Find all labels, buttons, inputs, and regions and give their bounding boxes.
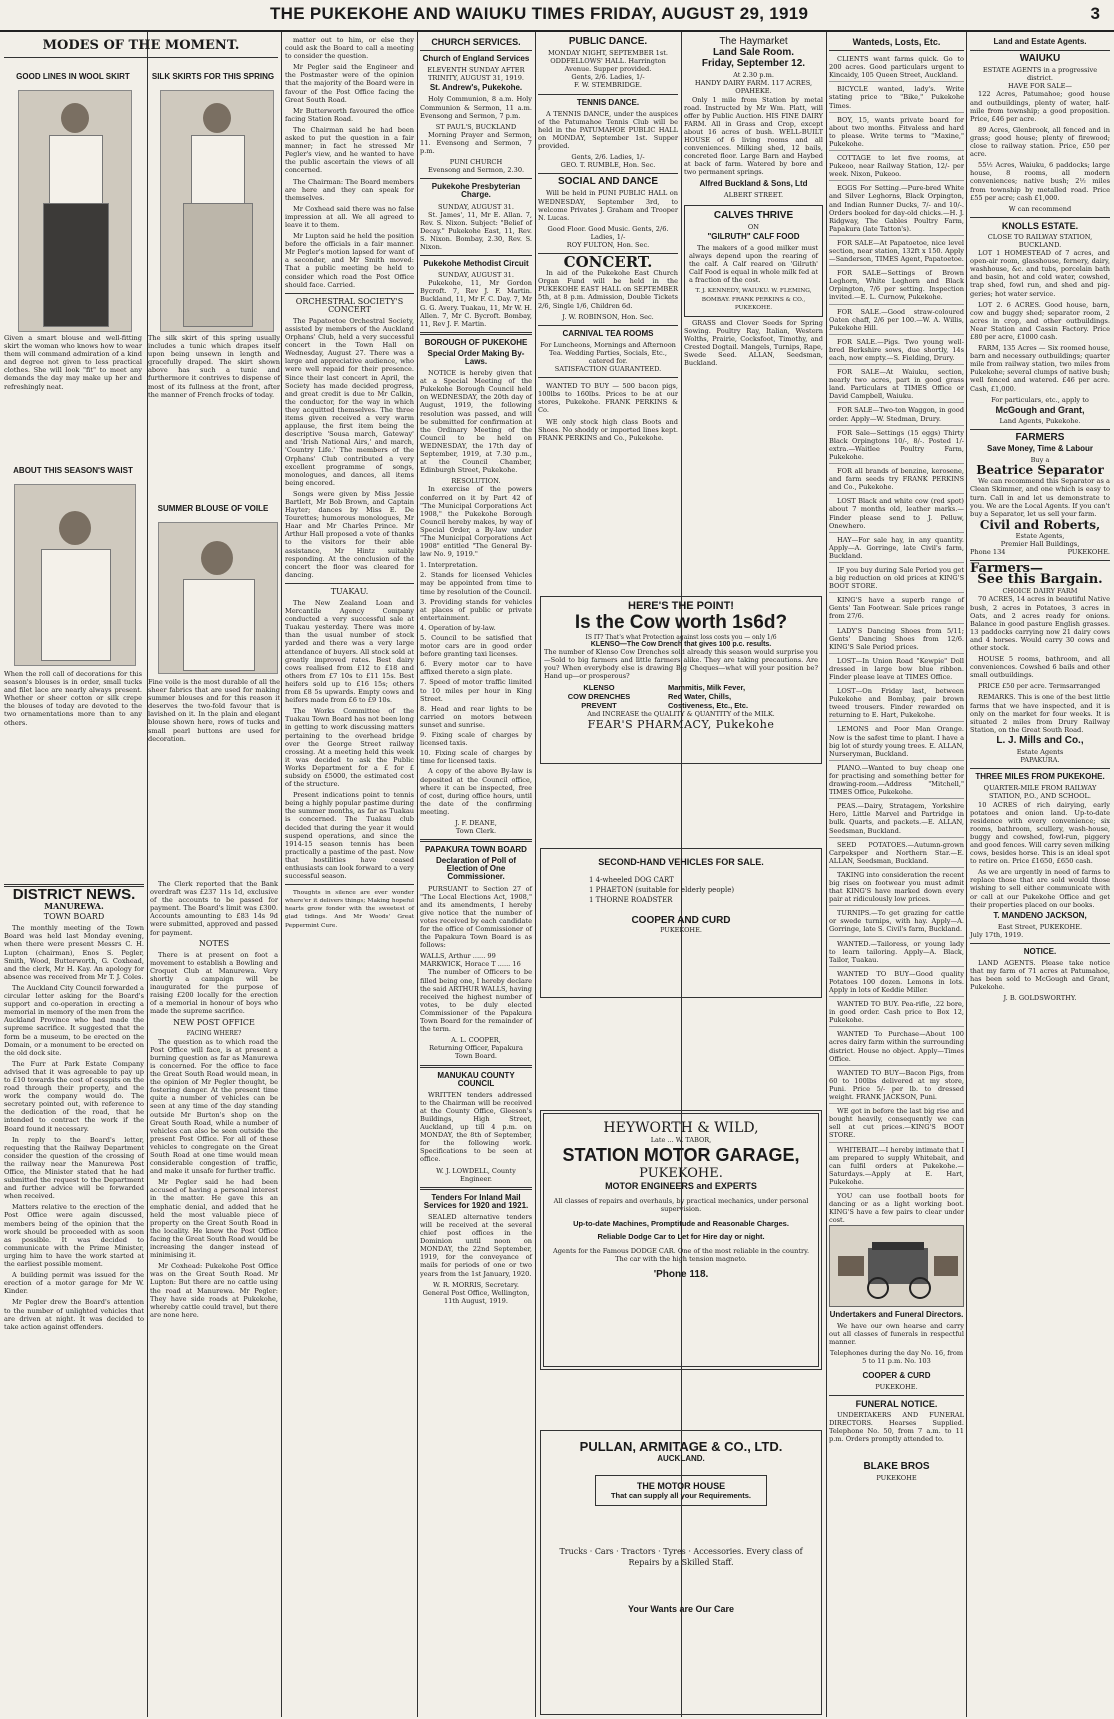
column-rule: [281, 32, 282, 1717]
mail-tenders-heading: Tenders For Inland Mail Services for 1920 and 1921.: [423, 1192, 529, 1210]
pullan-tag: Your Wants are Our Care: [627, 1604, 735, 1614]
particulars-line: For particulars, etc., apply to: [991, 395, 1089, 404]
undertakers-tel: Telephones during the day No. 16, from 5 to 11 p.m. No. 103: [829, 1349, 964, 1366]
district-news: [4, 880, 144, 1715]
civil-roberts: Civil and Roberts,: [979, 517, 1101, 532]
mcgough-grant-sub: Land Agents, Pukekohe.: [999, 416, 1081, 425]
haymarket-time: At 2.30 p.m.: [733, 71, 774, 80]
tuakau-text: The New Zealand Loan and Mercantile Agency Company conducted a very successful sale at Tuakau yesterday. There was more than the usual number of stock yarded and there was a very large attendance of buyers. All stock sold at greatly improved rates. Best dairy cows realised from £12 to £18 and others from £7 10s to £11 15s. Best heifers sold up to £16 15s; others from £8 5s upwards. Empty cows and heifers made from £6 to £9 10s.: [285, 599, 414, 705]
civil-roberts-town: PUKEKOHE.: [1067, 548, 1110, 557]
land-listing: 55½ Acres, Waiuku, 6 paddocks; large house, 8 rooms, all modern conveniences; native bush; 2½ miles from township by metalled road. Price £55 per acre; cash £1,000.: [970, 161, 1110, 202]
undertakers-town: PUKEKOHE.: [875, 1382, 918, 1391]
tuakau-text: The Works Committee of the Tuakau Town Board has not been long in getting to work discussing matters pertaining to the overhead bridge over the George Street railway crossing. At a meeting held this week it was decided to ask the Public Works Department for a £ for £ subsidy on £5000, the estimated cost of the structure.: [285, 707, 414, 789]
column-7: [684, 36, 823, 596]
resolution-text: In exercise of the powers conferred on it by Part 42 of "The Municipal Corporations Act 1908," the Pukekohe Borough Council hereby makes, by way of Special Order, a By-law under "The Municipal Corporations Act 1908" entitled "The General By-law No. 9, 1919.": [420, 485, 532, 559]
mills-firm: L. J. Mills and Co.,: [996, 734, 1084, 746]
district-news-title: DISTRICT NEWS.: [12, 886, 136, 903]
fashion-illustration-wool-skirt: [18, 90, 132, 332]
boots-ad: WE only stock high class Boots and Shoes. No shoddy or imported lines kept. FRANK PERKINS and Co., Pukekohe.: [538, 417, 678, 442]
classified-ad: WANTED To Purchase—About 100 acres dairy farm within the surrounding district. House no object. Apply—Times Office.: [829, 1030, 964, 1065]
poll-heading: Declaration of Poll of Election of One Commissioner.: [435, 856, 516, 882]
caption-season-waist: ABOUT THIS SEASON'S WAIST: [13, 466, 133, 475]
caption-wool-skirt: GOOD LINES IN WOOL SKIRT: [16, 72, 130, 81]
notes-heading: NOTES: [198, 938, 230, 948]
vehicle-item: 1 PHAETON (suitable for elderly people): [589, 886, 735, 894]
garage-name: STATION MOTOR GARAGE,: [562, 1145, 800, 1165]
knolls-lot: LOT 2. 6 ACRES. Good house, barn, cow and buggy shed; separator room, 2 acres in crop, and other outbuildings. Near Station and Cassin Factory. Price £80 per acre, £1000 cash.: [970, 300, 1110, 341]
farmers-heading: FARMERS: [1015, 431, 1065, 443]
cofe-heading: Church of England Services: [422, 54, 530, 64]
presbyterian-heading: Pukekohe Presbyterian Charge.: [431, 182, 521, 200]
haymarket-text: Only 1 mile from Station by metal road. Instructed by Mr Wm. Platt, will offer by Public Auction. HIS FINE DAIRY FARM. All in Grass and Crop, except about 16 acres of bush. WELL-BUILT HOUSE of 6 living rooms and all conveniences. Milking shed, 12 bails, concreted floor. Large Barn and Haybed at back of farm. Watered by bore and two permanent springs.: [684, 95, 823, 177]
classified-ad: CLIENTS want farms quick. Go to 200 acres. Good particulars urgent to Kincaidy, 105 Queen Street, Auckland.: [829, 55, 964, 82]
cow-headline: Is the Cow worth 1s6d?: [574, 612, 788, 633]
column-6: [538, 36, 678, 596]
klenso-left: [544, 683, 654, 710]
post-office-text: Mr Pegler said he had been accused of having a personal interest in the matter. He gave this an emphatic denial, and added that he held the most valuable piece of property on the Great South Road in the locality. He knew the Post Office facing the Great South Road would be increasing the danger instead of minimising it.: [150, 1178, 278, 1260]
manukau-text: WRITTEN tenders addressed to the Chairman will be received at the County Office, Gleeson's Buildings, High Street, Auckland, up till 4 p.m. on MONDAY, the 8th of September, for the following work. Specifications to be seen at office.: [420, 1090, 532, 1164]
returning-officer-name: A. L. COOPER,: [451, 1036, 501, 1045]
poll-declaration: The number of Officers to be filled being one, I hereby declare the said ARTHUR WALLS, having received the highest number of votes, to be duly elected Commissioner of the Papakura Town Board for the remainder of the term.: [420, 968, 532, 1034]
fashion-illustration-silk-skirt: [160, 90, 274, 332]
social-dance-heading: SOCIAL AND DANCE: [557, 176, 658, 188]
garage-town: PUKEKOHE.: [639, 1166, 723, 1181]
borough-heading: BOROUGH OF PUKEKOHE: [424, 337, 528, 347]
three-miles-heading: THREE MILES FROM PUKEKOHE.: [975, 772, 1105, 782]
have-for-sale: HAVE FOR SALE—: [1008, 82, 1072, 91]
carnival-text: For Luncheons, Mornings and Afternoon Tea. Wedding Parties, Socials, Etc., catered for.: [540, 340, 676, 365]
haymarket-sub: Land Sale Room.: [712, 47, 795, 59]
garage-agents: Agents for the Famous DODGE CAR. One of the most reliable in the country. The car with the high tension magneto.: [552, 1247, 810, 1264]
civil-roberts-phone: Phone 134: [970, 548, 1006, 557]
vehicles-title: SECOND-HAND VEHICLES FOR SALE.: [598, 857, 764, 867]
new-post-office-sub: FACING WHERE?: [186, 1029, 242, 1037]
bylaw-item: 5. Council to be satisfied that motor cars are in good order before granting taxi licenses.: [420, 634, 532, 659]
classified-ad: LOST—In Union Road "Kewpie" Doll dressed in large bow blue ribbon. Finder please leave at TIMES Office.: [829, 657, 964, 684]
orchestral-text: Songs were given by Miss Jessie Bartlett, Mr Bob Brown, and Captain Hayter; dances by Miss E. De Tourettes; humorous monologues, Mr Haar and Mr Charles Prince. Mr Arthur Hall proposed a vote of thanks to the visitors for their able assistance, Mr Hintz suitably responding. At the conclusion of the concert the floor was cleared for dancing.: [285, 489, 414, 579]
cofe-date: ELEVENTH SUNDAY AFTER TRINITY, AUGUST 31, 1919.: [427, 66, 525, 83]
waiuku-heading: WAIUKU: [1019, 53, 1061, 65]
poll-result-markwick: MARKWICK, Horace T ...... 16: [420, 960, 521, 969]
classified-ad: FOR SALE.—Pigs. Two young well-bred Berkshire sows, due shortly, 14s each, now empty.—S. Fielding, Drury.: [829, 338, 964, 365]
klenso-left-1: KLENSO: [583, 683, 615, 693]
tennis-dance-sec: GEO. T. RUMBLE, Hon. Sec.: [560, 161, 656, 170]
cow-increase: And INCREASE the QUALITY & QUANTITY of the MILK.: [587, 710, 775, 719]
beatrice-text: We can recommend this Separator as a Clean Skimmer, and one which is easy to turn. Call in and let us demonstrate to you. We are the Local Agents. If you can't buy a Separator, let us sell your farm.: [970, 477, 1110, 518]
civil-roberts-address: Premier Hall Buildings,: [1000, 539, 1080, 548]
classified-ad: WANTED.—Tailoress, or young lady to learn tailoring. Apply—A. Black, Tailor, Tuakau.: [829, 940, 964, 967]
classified-ad: BOY, 15, wants private board for about two months. Fitvaless and hard to please. Write terms to "Maxine," Pukekohe.: [829, 116, 964, 151]
pullan-name: PULLAN, ARMITAGE & CO., LTD.: [579, 1439, 783, 1454]
tuakau-text: Present indications point to tennis being a highly popular pastime during the summer months, as far as Tuakau is concerned. The Tuakau club decided that during the year it would suspend operations, and since the 1914-15 season tennis has been practically a pastime of the past. Now that hostilities have ceased enthusiasts can look forward to a very successful season.: [285, 791, 414, 881]
poll-text: PURSUANT to Section 27 of "The Local Elections Act, 1908," and its amendments, I hereby give notice that the number of votes received by each candidate for the office of Commissioner of the Papakura Town Board is as follows:: [420, 884, 532, 950]
social-dance-text: Will be held in PUNI PUBLIC HALL on WEDNESDAY, September 3rd, to welcome Privates J. Graham and Trooper N. Lucas.: [538, 189, 678, 222]
social-dance-fees: Good Floor. Good Music. Gents, 2/6. Ladies, 1/-: [547, 224, 669, 241]
chairman-text: The Chairman: The Board members are here and they can speak for themselves.: [285, 177, 414, 202]
manurewa-heading: MANUREWA.: [44, 901, 104, 912]
classified-ad: HAY—For sale hay, in any quantity. Apply—A. Gorringe, late Civil's farm, Buckland.: [829, 536, 964, 563]
column-rule: [417, 32, 418, 1717]
town-clerk-title: Town Clerk.: [455, 827, 497, 836]
col3-continued: The Chairman said he had been asked to put the question in a fair manner; in fact he stressed Mr Pegler's view, and he wanted to have the public ascertain the views of all concerned.: [285, 125, 414, 175]
social-dance-sec: ROY FULTON, Hon. Sec.: [566, 240, 650, 249]
classified-ad: SEED POTATOES.—Autumn-grown Carpeksper and Northern Star.—E. ALLAN, Seedsman, Buckland.: [829, 841, 964, 868]
col3-continued: Mr Coxhead said there was no false impression at all. We all agreed to leave it to them.: [285, 204, 414, 229]
pullan-ad: [540, 1430, 822, 1715]
bylaw-item: 7. Speed of motor traffic limited to 10 miles per hour in King Street.: [420, 678, 532, 703]
garage-firm: HEYWORTH & WILD,: [603, 1120, 759, 1136]
haymarket-farm: HANDY DAIRY FARM. 117 ACRES, OPAHEKE.: [694, 79, 813, 96]
column-rule: [535, 32, 536, 1717]
column-rule: [826, 32, 827, 1717]
klenso-right: [668, 683, 818, 710]
st-pauls-text: Morning Prayer and Sermon, 11. Evensong and Sermon, 7 p.m.: [420, 130, 532, 156]
classified-ad: FOR SALE—Two-ton Waggon, in good order. Apply—W. Stedman, Drury.: [829, 406, 964, 425]
mandeno-address: East Street, PUKEKOHE.: [997, 922, 1083, 931]
secretary-name: W. R. MORRIS, Secretary.: [433, 1280, 519, 1289]
page-number: 3: [1090, 4, 1100, 23]
wool-skirt-text: Given a smart blouse and well-fitting skirt the woman who knows how to wear them will command admiration of a kind and degree not given to less practical clothes. She will look "fit" to meet any demands the day may make up her and refreshingly neat.: [4, 334, 142, 391]
remarks-text: REMARKS. This is one of the best little farms that we have inspected, and it is only on the market for four weeks. It is situated 2 miles from Drury Railway Station, on the Great South Road.: [970, 693, 1110, 734]
waiuku-sub: ESTATE AGENTS in a progressive district.: [982, 66, 1098, 83]
land-agents-column: [970, 36, 1110, 1716]
post-office-text: Mr Coxhead: Pukekohe Post Office was on the Great South Road. Mr Lupton: But there are no cattle using the road at Manurewa. Mr Pegler: They have side roads at Pukekohe, whereby cattle could travel, but there are none here.: [150, 1262, 278, 1319]
notes-text: There is at present on foot a movement to establish a Bowling and Croquet Club at Manurewa. Very shortly a campaign will be inaugurated for the purpose of raising £200 locally for the erection of a memorial in honour of boys who made the supreme sacrifice.: [150, 950, 278, 1016]
calves-ad: [684, 205, 823, 317]
vehicles-ad: [540, 848, 822, 998]
land-listing: 89 Acres, Glenbrook, all fenced and in grass; good house; plenty of firewood; close to railway station. Price, £50 per acre.: [970, 125, 1110, 159]
bylaw-item: 3. Providing stands for vehicles at places of public or private entertainment.: [420, 597, 532, 622]
blake-bros: BLAKE BROS: [863, 1461, 930, 1473]
mcgough-grant: McGough and Grant,: [995, 404, 1085, 415]
caption-silk-skirt: SILK SKIRTS FOR THIS SPRING: [151, 72, 275, 81]
knolls-lot: LOT 1 HOMESTEAD of 7 acres, and open-air room, glasshouse, fernery, dairy, washhouse, &c. and tubs, porcelain bath and basin, hot and cold water, cowshed, trap shed, fowl run, and shed and pig-geries; hot water service.: [970, 249, 1110, 298]
concert-heading: CONCERT.: [563, 253, 653, 272]
three-miles-text: 10 ACRES of rich dairying, early potatoes and onion land. Up-to-date residence with every convenience; six rooms, bathroom, scullery, wash-house, buggy and cowshed, fowl-run, piggery and good fences. Will carry seven milking cows, besides horse. This is an ideal spot to retire on. Price £1650, £650 cash.: [970, 800, 1110, 866]
orchestral-text: The Papatoetoe Orchestral Society, assisted by members of the Auckland Orphans' Club, held a very successful concert in the Town Hall on Wednesday, August 27. There was a large and appreciative audience, who were well repaid for their presence. Since their last concert in April, the Society has made decided progress, and great credit is due to Mr Calkin, the conductor, for the way in which they acquitted themselves. The three items given received a very warm applause, the first item being the descriptive 'Sousa march, Gateway' and 'Irish National Airs,' and march, 'Country Life.' The members of the Orphans' Club contributed a very excellent programme of songs, monologues, and dances, all items being encored.: [285, 316, 414, 487]
bylaw-item: 10. Fixing scale of charges by time for licensed taxis.: [420, 749, 532, 766]
town-clerk-name: J. F. DEANE,: [455, 818, 497, 827]
district-paragraph: In reply to the Board's letter, requesting that the Railway Department consider the question of the crossing of the railway near the Manurewa Post Office, the Minister stated that he had submitted the request to the Department and further advice will be forwarded when received.: [4, 1135, 144, 1201]
district-paragraph: Mr Pegler drew the Board's attention to the number of unlighted vehicles that are driven at night. It was decided to take action against offenders.: [4, 1298, 144, 1331]
classified-ad: EGGS For Setting.—Pure-bred White and Silver Leghorns, Black Orpington, and Indian Runner Ducks, 7/- and 10/-. Orders booked for day-old chicks.—H. J. Ridgway, The Gables Poultry Farm, Papakura (late Tatton's).: [829, 184, 964, 236]
puni-heading: PUNI CHURCH: [449, 158, 503, 167]
col3-continued: Mr Pegler said the Engineer and the Postmaster were of the opinion that the majority of the Board were in favour of the Post Office facing the Great South Road.: [285, 63, 414, 104]
st-pauls-heading: ST PAUL'S, BUCKLAND: [435, 122, 517, 131]
notice-text: LAND AGENTS. Please take notice that my farm of 71 acres at Patumahoe, has been sold to McGough and Grant, Pukekohe.: [970, 959, 1110, 992]
newspaper-title: THE PUKEKOHE AND WAIUKU TIMES FRIDAY, AUGUST 29, 1919: [270, 4, 809, 23]
public-dance-sec: F. W. STEMBRIDGE.: [574, 81, 642, 90]
classified-ad: FOR SALE.—Good straw-coloured Oaten chaff, 2/6 per 100.—W. A. Willis, Pukekohe Hill.: [829, 308, 964, 335]
land-listing: 122 Acres, Patumahoe; good house and outbuildings, plenty of water, half-mile from township; a good proposition. Price, £46 per acre.: [970, 90, 1110, 123]
presbyterian-date: SUNDAY, AUGUST 31.: [438, 202, 514, 211]
special-order-heading: Special Order Making By-Laws.: [427, 348, 525, 366]
notice-heading: NOTICE.: [1023, 947, 1057, 956]
undertakers-heading: Undertakers and Funeral Directors.: [829, 1310, 964, 1319]
col3-continued: matter out to him, or else they could ask the Board to call a meeting to consider the question.: [285, 36, 414, 61]
garage-tag: MOTOR ENGINEERS and EXPERTS: [605, 1181, 757, 1191]
bylaw-item: 1. Interpretation.: [420, 561, 478, 570]
klenso-left-2: COW DRENCHES: [567, 692, 631, 702]
carnival-heading: CARNIVAL TEA ROOMS: [562, 328, 654, 338]
tennis-dance-text: A TENNIS DANCE, under the auspices of the Patumahoe Tennis Club will be held in the PATUMAHOE PUBLIC HALL on MONDAY, September 1st. Supper provided.: [538, 109, 678, 151]
bylaw-item: 6. Every motor car to have affixed thereto a sign plate.: [420, 660, 532, 677]
classified-ad: FOR all brands of benzine, kerosene, and farm seeds try FRANK PERKINS and Co., Pukekohe.: [829, 467, 964, 494]
district-paragraph: The Auckland City Council forwarded a circular letter asking for the Board's support and co-operation in erecting a memorial in memory of the men from the Auckland Province who had made the supreme sacrifice. It suggested that the form be a museum, to be erected on the Domain, or a monument to be erected on the old dock site.: [4, 983, 144, 1057]
cow-body: The number of Klenso Cow Drenches sold already this season would surprise you—Sold to big farmers and little farmers alike. They are taking precautions. Are you? When everybody else is drawing Big Cheques—what will your position be? Hand up—or prosperous?: [544, 648, 818, 681]
special-order-text: NOTICE is hereby given that at a Special Meeting of the Pukekohe Borough Council held on WEDNESDAY, the 20th day of August, 1919, the following resolution was passed, and will be submitted for confirmation at the Ordinary Meeting of the Council to be held on WEDNESDAY, the 17th day of September, 1919, at 7.30 p.m., at the Council Chamber, Edinburgh Street, Pukekohe.: [420, 369, 532, 475]
orchestral-heading: ORCHESTRAL SOCIETY'S CONCERT: [295, 296, 404, 314]
classified-ad: PEAS.—Dairy, Stratagem, Yorkshire Hero, Little Marvel and Partridge in bulk. Quarts, and packets.—E. ALLAN, Seedsman, Buckland.: [829, 802, 964, 837]
klenso-right-3: Costiveness, Etc., Etc.: [668, 701, 749, 711]
garage-late: Late ... W. TABOR,: [650, 1136, 712, 1144]
vehicle-item: 1 4-wheeled DOG CART: [589, 876, 674, 884]
classified-ad: WANTED TO BUY. Pea-rifle, .22 bore, in good order. Cash price to Box 12, Pukekohe.: [829, 1000, 964, 1027]
choice-text: 70 ACRES, 14 acres in beautiful Native bush, 2 acres in Potatoes, 3 acres in Oats, and 2 acres ready for onions. Balance in good pasture English grasses. 13 paddocks carrying now 21 dairy cows and 4 horses. Would carry 30 cows and other stock.: [970, 595, 1110, 652]
knolls-lot: FARM, 135 Acres — Six roomed house, barn and necessary outbuildings; quarter mile from railway station, two miles from Pukekohe; several clumps of native bush; well fenced and watered. £46 per acre. Cash, £1,000.: [970, 344, 1110, 393]
church-services-title: CHURCH SERVICES.: [431, 37, 521, 47]
wanteds-title: Wanteds, Losts, Etc.: [852, 37, 941, 47]
district-paragraph: Matters relative to the erection of the Post Office were again discussed, members being of the opinion that the work should be proceeded with as soon as possible. It was decided to communicate with the Prime Minister, urging him to have the work started at the earliest possible moment.: [4, 1203, 144, 1269]
classified-ad: PIANO.—Wanted to buy cheap one for practising and something better for drawing-room.—Address "Mitchell," TIMES Office, Pukekohe.: [829, 764, 964, 799]
bylaw-item: 2. Stands for licensed Vehicles may be appointed from time to time by resolution of the Council.: [420, 571, 532, 596]
klenso-left-3: PREVENT: [581, 701, 617, 711]
fashion-illustration-waist: [14, 484, 136, 666]
blake-bros-town: PUKEKOHE: [876, 1474, 917, 1483]
modes-title: MODES OF THE MOMENT.: [42, 38, 240, 53]
haymarket-firm: Alfred Buckland & Sons, Ltd: [699, 178, 808, 188]
cow-sub: IS IT? That's what Protection against loss costs you — only 1/6: [585, 634, 777, 641]
vehicles-town: PUKEKOHE.: [660, 926, 702, 934]
beatrice-heading: Beatrice Separator: [976, 463, 1104, 478]
bylaw-item: 8. Head and rear lights to be carried on motors between sunset and sunrise.: [420, 704, 532, 729]
vehicle-item: 1 THORNE ROADSTER: [589, 896, 673, 904]
classified-ad: WHITEBAIT.—I hereby intimate that I am prepared to supply Whitebait, and can fulfil orders at Pukekohe.—Saturdays.—Apply at E. Hart, Pukekohe.: [829, 1146, 964, 1189]
classified-ad: WANTED TO BUY—Good quality Potatoes 100 dozen. Lemons in lots. Apply in lots of Keddie Miller.: [829, 970, 964, 997]
farmers-sub: Save Money, Time & Labour: [987, 444, 1093, 454]
poll-result-walls: WALLS, Arthur ...... 99: [420, 952, 496, 961]
county-engineer: W. J. LOWDELL, County Engineer.: [436, 1166, 516, 1183]
presbyterian-text: St. James', 11, Mr E. Allan. 7, Rev. S. Nixon. Subject: "Belief of Decay." Pukekohe East, 11, Rev. S. Nixon. Bombay, 2.30, Rev. S. Nixon.: [420, 210, 532, 251]
farmers2-heading: Farmers—: [970, 561, 1043, 577]
hearse-illustration: [829, 1225, 964, 1307]
carnival-satisfaction: SATISFACTION GUARANTEED.: [554, 365, 662, 374]
classified-ad: FOR SALE—At Waiuku, section, nearly two acres, part in good grass land. Particulars at TIMES Office or David Campbell, Waiuku.: [829, 368, 964, 403]
price-text: PRICE £50 per acre. Termsarranged: [978, 682, 1101, 691]
mills-sub: Estate Agents: [1016, 748, 1064, 757]
bylaw-item: 9. Fixing scale of charges by licensed taxis.: [420, 731, 532, 748]
knolls-heading: KNOLLS ESTATE.: [1001, 220, 1079, 231]
mandeno-date: July 17th, 1919.: [970, 930, 1024, 939]
classified-ad: FOR Sale—Settings (15 eggs) Thirty Black Orpingtons 10/-, 8/-. Posted 1/- extra.—Waitlee Poultry Farm, Pukekohe.: [829, 429, 964, 464]
column-4: [285, 36, 414, 1716]
cow-kicker: HERE'S THE POINT!: [628, 600, 734, 612]
classified-ad: TAKING into consideration the recent big rises on footwear you must admit that KING'S have marked down every pair at ridiculously low prices.: [829, 871, 964, 906]
district-paragraph: The monthly meeting of the Town Board was held last Monday evening, when there were present Messrs C. H. Lupton (chairman), Enos S. Pegler, Smith, Wood, Butterworth, G. Coxhead, and the clerk, Mr H. Kay. An apology for absence was received from Mr T. J. Coles.: [4, 924, 144, 981]
calves-brand: "GILRUTH" CALF FOOD: [707, 231, 800, 241]
mills-town: PAPAKURA.: [1020, 756, 1060, 765]
classified-ad: TURNIPS.—To get grazing for cattle or swede turnips, with hay. Apply—A. Gorringe, late S. Civil's farm, Buckland.: [829, 909, 964, 936]
tuakau-heading: TUAKAU.: [330, 586, 369, 596]
papakura-heading: PAPAKURA TOWN BOARD: [425, 845, 527, 855]
klenso-line: KLENSO—The Cow Drench that gives 100 p.c. results.: [590, 641, 772, 648]
classified-ad: BICYCLE wanted, lady's. Write stating price to "Bike," Pukekohe Times.: [829, 85, 964, 112]
undertakers-text: We have our own hearse and carry out all classes of funerals in respectful manner.: [829, 1322, 964, 1347]
haymarket-firm-sub: ALBERT STREET.: [723, 190, 784, 199]
bylaw-item: 4. Operation of by-law.: [420, 623, 496, 632]
motor-house-sub: That can supply all your Requirements.: [610, 1491, 752, 1500]
funeral-notice-text: UNDERTAKERS AND FUNERAL DIRECTORS. Hearses Supplied. Telephone No. 50, from 7 a.m. to 11 p.m. Orders promptly attended to.: [829, 1410, 964, 1444]
hearse-icon: [830, 1226, 965, 1306]
buy-a: Buy a: [1030, 456, 1050, 465]
klenso-right-2: Red Water, Chills,: [668, 692, 732, 702]
bylaw-copy: A copy of the above By-law is deposited at the Council office, where it can be inspected, free of cost, during office hours, until the date of the confirming meeting.: [420, 767, 532, 816]
calves-text: The makers of a good milker must always depend upon the rearing of the calf. A Calf reared on 'Gilruth' Calf Food is equal in whole milk fed at a fraction of the cost.: [689, 243, 818, 285]
calves-agents: T. J. KENNEDY, WAIUKU. W. FLEMING, BOMBAY. FRANK PERKINS & CO., PUKEKOHE.: [695, 288, 812, 311]
classified-ad: WANTED TO BUY—Bacon Pigs, from 60 to 100lbs delivered at my store, Puni. Price 5/- per lb. to dressed weight. FRANK JACKSON, Puni.: [829, 1069, 964, 1104]
garage-line-1: Up-to-date Machines, Promptitude and Reasonable Charges.: [573, 1219, 789, 1229]
garage-desc: All classes of repairs and overhauls, by practical mechanics, under personal supervision.: [553, 1197, 809, 1214]
wanteds-column: [829, 36, 964, 1225]
methodist-text: Pukekohe, 11, Mr Gordon Bycroft. 7, Rev J. F. Martin. Buckland, 11, Mr F. C. Day. 7, Mr G. G. Avery. Tuakau, 11, Mr W. H. Allen. 7, Mr C. Bycroft. Bombay, 11, Rev J. F. Martin.: [420, 279, 532, 328]
gpo-line: General Post Office, Wellington, 11th August, 1919.: [422, 1288, 530, 1305]
grass-seed-ad: GRASS and Clover Seeds for Spring Sowing. Poultry Ray, Italian, Western Wolths, Prairie, Cocksfoot, Timothy, and Crested Dogtail. Mangels, Turnips, Rape, Swede Seed. ALLAN, Seedsman, Buckland.: [684, 318, 823, 368]
cow-drench-ad: [540, 596, 822, 764]
methodist-heading: Pukekohe Methodist Circuit: [423, 259, 529, 269]
classified-ad: LADY'S Dancing Shoes from 5/11; Gents' Dancing Shoes from 12/6. KING'S Sale Period prices.: [829, 627, 964, 654]
st-andrews-heading: St. Andrew's, Pukekohe.: [429, 83, 523, 93]
undertakers-section: [829, 1225, 964, 1715]
fashion-illustration-voile: [158, 522, 278, 674]
klenso-right-1: Mammitis, Milk Fever,: [668, 683, 746, 693]
bargain-heading: See this Bargain.: [977, 572, 1103, 588]
civil-roberts-sub: Estate Agents,: [1015, 531, 1065, 540]
concert-sec: J. W. ROBINSON, Hon. Sec.: [562, 312, 654, 321]
calves-heading: CALVES THRIVE: [713, 209, 794, 221]
undertakers-firm: COOPER & CURD: [862, 1370, 931, 1380]
vehicles-firm: COOPER AND CURD: [631, 915, 731, 926]
column-5: [420, 36, 532, 1716]
classified-ad: FOR SALE—At Papatoetoe, nice level section, near station, 132ft x 150. Apply—Sanderson, TIMES Agent, Papatoetoe.: [829, 239, 964, 266]
classified-ad: LEMONS and Poor Man Orange. Now is the safest time to plant. I have a big lot of sturdy young trees. E. ALLAN, Nurseryman, Buckland.: [829, 725, 964, 760]
silk-skirt-text: The silk skirt of this spring usually includes a tunic which drapes itself upon being unsewn in length and gracefully draped. The skirt shown above has such a tunic and furthermore it contrives to dispense of most of its fullness at the front, after the manner of French frocks of today.: [148, 334, 280, 399]
thoughts-text: Thoughts in silence are ever wonder where'er it delivers things; Making hopeful hearts grow fonder with the sweetest of glad tidings. And Mr Woods' Great Peppermint Cure.: [285, 890, 414, 929]
returning-officer-title: Returning Officer, Papakura Town Board.: [429, 1044, 523, 1061]
funeral-notice-heading: FUNERAL NOTICE.: [855, 1398, 938, 1409]
classified-ad: WE got in before the last big rise and bought heavily, consequently we can sell at cut prices.—KING'S BOOT STORE.: [829, 1107, 964, 1142]
knolls-sub: CLOSE TO RAILWAY STATION, BUCKLAND.: [987, 232, 1093, 249]
st-andrews-text: Holy Communion, 8 a.m. Holy Communion & Sermon, 11 a.m. Evensong and Sermon, 7 p.m.: [420, 95, 532, 120]
classified-ad: LOST Black and white cow (red spot) about 7 months old, leather marks.—Finder please send to J. Pelluw, Onewhero.: [829, 497, 964, 532]
classified-ad: LOST—On Friday last, between Pukekohe and Bombay, pair brown tweed trousers. Finder rewarded on returning to E. Hart, Pukekohe.: [829, 687, 964, 722]
district-paragraph: A building permit was issued for the erection of a motor garage for Mr W. Kinder.: [4, 1271, 144, 1296]
resolution-heading: RESOLUTION.: [451, 477, 501, 486]
column-3-bottom: [150, 880, 278, 1715]
col3-continued: Mr Butterworth favoured the office facing Station Road.: [285, 106, 414, 123]
three-miles-text: As we are urgently in need of farms to replace those that are sold would those wishing to sell either communicate with or call at our Pukekohe Office and get their properties placed on our books.: [970, 868, 1110, 909]
bylaw-list: [420, 561, 532, 765]
pullan-city: AUCKLAND.: [657, 1454, 705, 1463]
goldsworthy: J. B. GOLDSWORTHY.: [1003, 994, 1077, 1003]
tennis-dance-fees: Gents, 2/6. Ladies, 1/-: [571, 153, 645, 162]
public-dance-heading: PUBLIC DANCE.: [568, 36, 648, 47]
post-office-text: The question as to which road the Post Office will face, is at present a burning question as far as Manurewa is concerned. For the office to face the Great South Road would mean, in the opinion of Mr Pegler thought, be fostering danger. At the present time quite a number of vehicles can be seen at any time of the day standing outside Mr Burton's shop on the Great South Road, while a number of vehicles can also be seen outside the present Post Office. For all of these vehicles to congregate on the Great South Road at one time would mean considerable congestion of traffic, and make it unsafe for further traffic.: [150, 1037, 278, 1176]
district-paragraph: The Furr at Park Estate Company advised that it was agreeable to pay up to £10 towards the cost of cesspits on the road through their property, and the work the company would do. The secretary pointed out, with reference to the dedication of the road, that he intended to contract the work if the Board found it necessary.: [4, 1059, 144, 1133]
caption-voile-blouse: SUMMER BLOUSE OF VOILE: [157, 504, 269, 513]
calves-on: ON: [747, 222, 760, 231]
methodist-date: SUNDAY, AUGUST 31.: [438, 271, 514, 280]
manukau-heading: MANUKAU COUNTY COUNCIL: [437, 1070, 515, 1088]
voile-text: Fine voile is the most durable of all the sheer fabrics that are used for making summer blouses and for this reason it deserves the two-fold favour that is lavished on it. In the plain and elegant blouse shown here, rows of tucks and small pearl buttons are used for decoration.: [148, 678, 280, 743]
mandeno-jackson: T. MANDENO JACKSON,: [993, 910, 1087, 920]
public-dance-fees: Gents, 2/6. Ladies, 1/-: [571, 73, 645, 82]
garage-phone: 'Phone 118.: [653, 1269, 709, 1281]
haymarket-date: Friday, September 12.: [701, 58, 806, 70]
wanted-pigs-ad: WANTED TO BUY — 500 bacon pigs, 100lbs to 160lbs. Prices to be at our stores, Pukekohe. FRANK PERKINS & Co.: [538, 382, 678, 415]
tennis-dance-heading: TENNIS DANCE.: [576, 97, 640, 107]
classified-ad: YOU can use football boots for dancing or as a light working boot. KING'S have a few pairs to clear under cost.: [829, 1192, 964, 1227]
masthead: [0, 0, 1114, 32]
public-dance-text: MONDAY NIGHT, SEPTEMBER 1st. ODDFELLOWS' HALL. Harrington Avenue. Supper provided.: [548, 49, 668, 74]
house-text: HOUSE 5 rooms, bathroom, and all conveniences. Cowshed 6 bails and other small outbuildings.: [970, 655, 1110, 680]
classified-ad: FOR SALE—Settings of Brown Leghorn, White Leghorn and Black Orpington, 7/6 per setting. Inspection invited.—E. L. Curnow, Pukekohe.: [829, 269, 964, 304]
motor-house-heading: THE MOTOR HOUSE: [636, 1481, 726, 1491]
mail-tenders-text: SEALED alternative tenders will be received at the several chief post offices in the Dominion until noon on MONDAY, the 22nd September, 1919, for the conveyance of mails for periods of one or two years from the 1st January, 1920.: [420, 1212, 532, 1278]
classified-ad: IF you buy during Sale Period you get a big reduction on old prices at KING'S BOOT STORE.: [829, 566, 964, 593]
classified-ad: COTTAGE to let five rooms, at Pukeoo, near Railway Station, 12/- per week. Nixon, Pukeoo.: [829, 154, 964, 181]
land-recommend: W can recommend: [1008, 204, 1072, 213]
garage-line-2: Reliable Dodge Car to Let for Hire day or night.: [597, 1232, 765, 1242]
land-agents-title: Land and Estate Agents.: [993, 37, 1087, 46]
column-rule: [966, 32, 967, 1717]
wanteds-list: [829, 55, 964, 1227]
fears-pharmacy: FEAR'S PHARMACY, Pukekohe: [587, 718, 775, 732]
new-post-office-heading: NEW POST OFFICE: [173, 1017, 255, 1027]
choice-dairy-farm: CHOICE DAIRY FARM: [1002, 587, 1078, 596]
haymarket-heading: The Haymarket: [719, 36, 788, 47]
waist-text: When the roll call of decorations for this season's blouses is in order, small tucks and filet lace are nearly always present. Whether or sheer cotton or silk crepe the blouses of today are devoted to the two ornamentations more than to any others.: [4, 670, 142, 727]
classified-ad: KING'S have a superb range of Gents' Tan Footwear. Sale prices range from 27/6.: [829, 596, 964, 623]
puni-text: Evensong and Sermon, 2.30.: [428, 166, 525, 175]
town-board-heading: TOWN BOARD: [43, 912, 105, 922]
pullan-items: Trucks · Cars · Tractors · Tyres · Accessories. Every class of Repairs by a Skilled Staff.: [559, 1547, 803, 1567]
col3-continued: Mr Lupton said he held the position before the officials in a fair manner. Mr Pegler's motion lapsed for want of a seconder, and Mr Smith moved: That a public meeting be held to consider which road the Post Office should face. Carried.: [285, 232, 414, 289]
concert-text: In aid of the Pukekohe East Church Organ Fund will be held in the PUKEKOHE EAST HALL on SEPTEMBER 5th, at 8 p.m. Admission, Double Tickets 2/6, Single 1/6, Children 6d.: [538, 269, 678, 310]
garage-ad: [540, 1110, 822, 1370]
three-miles-sub: QUARTER-MILE FROM RAILWAY STATION, P.O., AND SCHOOL.: [983, 784, 1097, 801]
clerk-report: The Clerk reported that the Bank overdraft was £237 11s 1d, exclusive of the accounts to be passed for payment. The Board's limit was £300. Accounts amounting to £83 14s 9d were submitted, approved and passed for payment.: [150, 880, 278, 937]
